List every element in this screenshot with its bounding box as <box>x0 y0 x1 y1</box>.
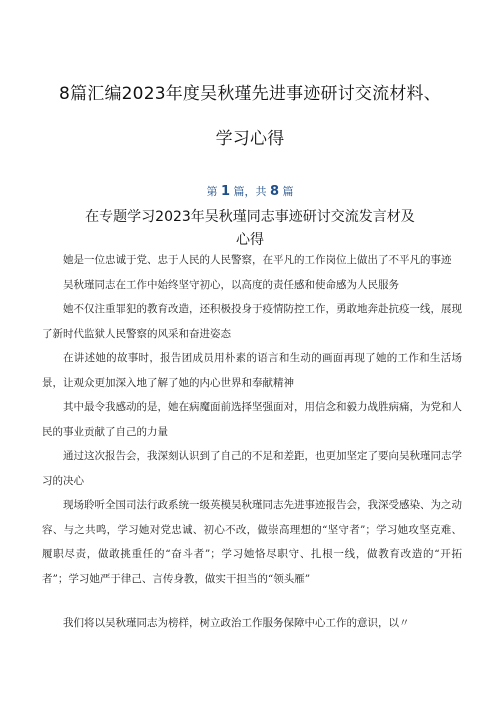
paragraph: 她是一位忠诚于党、忠于人民的人民警察，在平凡的工作岗位上做出了不平凡的事迹 <box>63 254 452 266</box>
paragraph <box>42 611 462 636</box>
paragraph: 在讲述她的故事时，报告团成员用朴素的语言和生动的画面再现了她的工作和生活场景，让观众更加深入地了解了她的内心世界和奉献精神 <box>42 352 462 389</box>
paragraph: 通过这次报告会，我深刻认识到了自己的不足和差距，也更加坚定了要向吴秋瑾同志学习的决心 <box>42 450 462 487</box>
pager-middle: 篇，共 <box>233 185 267 198</box>
page-counter <box>0 183 500 199</box>
document-title-line-2: 学习心得 <box>215 129 285 149</box>
pager-suffix: 篇 <box>282 185 294 198</box>
pager-total: 8 <box>270 184 280 199</box>
paragraph: 其中最令我感动的是，她在病魔面前选择坚强面对，用信念和毅力战胜病痛，为党和人民的事业贡献了自己的力量 <box>42 401 462 438</box>
paragraph: 她不仅注重罪犯的教育改造，还积极投身于疫情防控工作，勇敢地奔赴抗疫一线，展现了新时代监狱人民警察的风采和奋进姿态 <box>42 303 462 340</box>
pager-current: 1 <box>220 184 230 199</box>
corner-mark: 〃 <box>399 617 410 629</box>
paragraph-text: 我们将以吴秋瑾同志为榜样，树立政治工作服务保障中心工作的意识，以 <box>63 617 399 629</box>
body-text <box>42 248 462 636</box>
paragraph: 现场聆听全国司法行政系统一级英模吴秋瑾同志先进事迹报告会，我深受感染、为之动容、与之共鸣，学习她对党忠诚、初心不改，做崇高理想的“坚守者”；学习她攻坚克难、履职尽责，做敢挑重任的“奋斗者”；学习她恪尽职守、扎根一线，做教育改造的“开拓者”；学习她严于律己、言传身教，做实干担当的“领头雁” <box>42 499 462 585</box>
section-title-line-1: 在专题学习2023年吴秋瑾同志事迹研讨交流发言材及 <box>85 209 415 225</box>
paragraph: 吴秋瑾同志在工作中始终坚守初心，以高度的责任感和使命感为人民服务 <box>63 278 399 291</box>
document-title-line-1: 8篇汇编2023年度吴秋瑾先进事迹研讨交流材料、 <box>59 84 441 104</box>
pager-prefix: 第 <box>206 185 218 198</box>
section-title-line-2: 心得 <box>236 232 264 248</box>
